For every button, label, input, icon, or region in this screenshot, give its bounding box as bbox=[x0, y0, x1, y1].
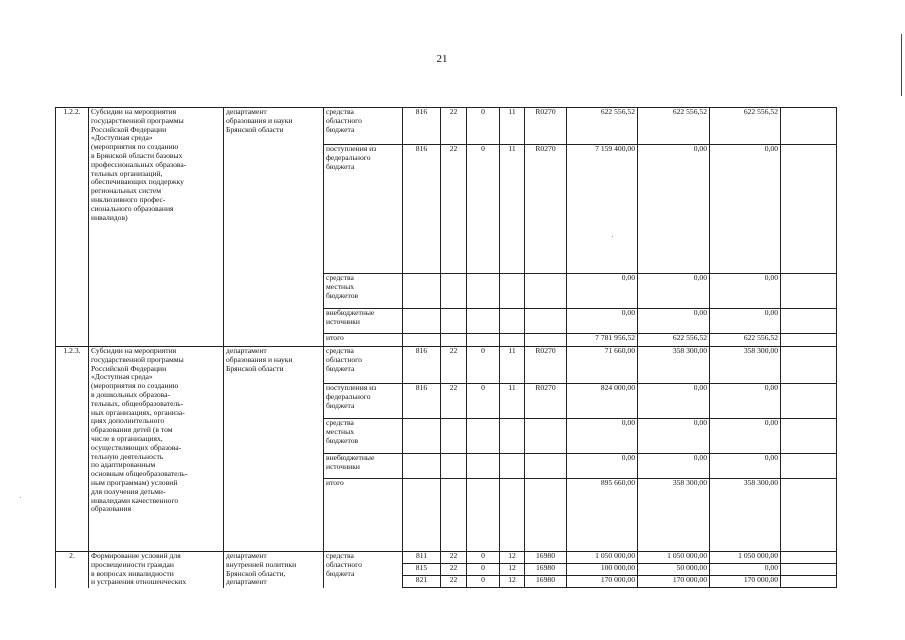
pr-cell: 0 bbox=[467, 552, 500, 564]
table-row bbox=[56, 552, 837, 564]
pr-cell bbox=[467, 309, 500, 334]
year2-amount: 358 300,00 bbox=[638, 479, 710, 552]
executor-line: департамент bbox=[226, 577, 267, 587]
year3-amount: 170 000,00 bbox=[710, 576, 781, 588]
pr-cell bbox=[467, 274, 500, 309]
pr-cell: 0 bbox=[467, 384, 500, 419]
pp-cell: 11 bbox=[500, 347, 525, 384]
funding-source-line: внебюджетные bbox=[326, 308, 375, 317]
empty-cell bbox=[781, 347, 837, 384]
year1-amount: 0,00 bbox=[567, 454, 638, 479]
activity-name-line: по адаптированным bbox=[91, 460, 156, 470]
grbs-cell bbox=[403, 309, 441, 334]
grbs-cell: 821 bbox=[403, 576, 441, 588]
executor bbox=[224, 108, 324, 347]
funding-source-line: поступления из bbox=[326, 383, 377, 392]
year2-amount: 1 050 000,00 bbox=[638, 552, 710, 564]
rz-cell: 22 bbox=[441, 384, 467, 419]
activity-name-line: государственной программы bbox=[91, 354, 184, 364]
funding-source-line: местных bbox=[326, 281, 355, 291]
activity-name-line: ных организациях, организа- bbox=[91, 407, 185, 417]
pr-cell: 0 bbox=[467, 145, 500, 274]
pr-cell bbox=[467, 479, 500, 552]
code-cell: R0270 bbox=[525, 145, 567, 274]
year3-amount: 0,00 bbox=[710, 145, 781, 274]
funding-source-line: бюджета bbox=[326, 363, 355, 373]
code-cell: R0270 bbox=[525, 384, 567, 419]
rz-cell bbox=[441, 479, 467, 552]
activity-name-line: государственной программы bbox=[91, 115, 184, 125]
pp-cell: 12 bbox=[500, 552, 525, 564]
activity-name-line: осуществляющих образова- bbox=[91, 442, 182, 452]
pp-cell: 11 bbox=[500, 384, 525, 419]
year1-amount: 1 050 000,00 bbox=[567, 552, 638, 564]
funding-source-line: итого bbox=[326, 333, 344, 342]
code-cell: 16980 bbox=[525, 576, 567, 588]
year2-amount: 0,00 bbox=[638, 384, 710, 419]
rz-cell: 22 bbox=[441, 108, 467, 145]
year1-amount: 0,00 bbox=[567, 419, 638, 454]
code-cell bbox=[525, 454, 567, 479]
funding-source bbox=[324, 479, 403, 552]
funding-source bbox=[324, 309, 403, 334]
rz-cell: 22 bbox=[441, 576, 467, 588]
year3-amount: 358 300,00 bbox=[710, 479, 781, 552]
code-cell bbox=[525, 334, 567, 347]
year3-amount: 0,00 bbox=[710, 274, 781, 309]
year3-amount: 0,00 bbox=[710, 564, 781, 576]
funding-source bbox=[324, 334, 403, 347]
funding-source-line: федерального bbox=[326, 391, 371, 401]
pr-cell bbox=[467, 419, 500, 454]
activity-name-line: основным общеобразователь- bbox=[91, 469, 188, 479]
pr-cell: 0 bbox=[467, 347, 500, 384]
rz-cell: 22 bbox=[441, 552, 467, 564]
empty-cell bbox=[781, 576, 837, 588]
grbs-cell: 811 bbox=[403, 552, 441, 564]
funding-source-line: источники bbox=[326, 316, 360, 326]
funding-source bbox=[324, 384, 403, 419]
rz-cell: 22 bbox=[441, 564, 467, 576]
funding-source bbox=[324, 274, 403, 309]
empty-cell bbox=[781, 334, 837, 347]
activity-name-line: инвалидов) bbox=[91, 212, 128, 222]
funding-source-line: областного bbox=[326, 115, 362, 125]
funding-source-line: средства bbox=[326, 273, 354, 282]
funding-source bbox=[324, 145, 403, 274]
code-cell: R0270 bbox=[525, 347, 567, 384]
code-cell bbox=[525, 274, 567, 309]
pp-cell: 12 bbox=[500, 576, 525, 588]
pp-cell bbox=[500, 309, 525, 334]
budget-table bbox=[55, 107, 837, 588]
empty-cell bbox=[781, 384, 837, 419]
pr-cell: 0 bbox=[467, 576, 500, 588]
executor-line: департамент bbox=[226, 551, 267, 560]
funding-source-line: бюджетов bbox=[326, 290, 359, 300]
activity-name-line: в Брянской области базовых bbox=[91, 150, 183, 160]
activity-name-line: тельных организаций, bbox=[91, 168, 163, 178]
activity-name-line: обеспечивающих поддержку bbox=[91, 177, 184, 187]
funding-source-line: бюджета bbox=[326, 400, 355, 410]
pp-cell bbox=[500, 334, 525, 347]
pp-cell: 11 bbox=[500, 145, 525, 274]
empty-cell bbox=[781, 108, 837, 145]
activity-name-line: Российской Федерации bbox=[91, 363, 167, 373]
activity-name-line: профессиональных образова- bbox=[91, 159, 187, 169]
table-body bbox=[56, 108, 837, 588]
code-cell bbox=[525, 479, 567, 552]
empty-cell bbox=[781, 274, 837, 309]
year3-amount: 0,00 bbox=[710, 454, 781, 479]
funding-source bbox=[324, 347, 403, 384]
activity-name-line: тельную деятельность bbox=[91, 451, 164, 461]
executor bbox=[224, 552, 324, 588]
empty-cell bbox=[781, 419, 837, 454]
activity-name-line: образования bbox=[91, 504, 132, 514]
activity-name-line: «Доступная среда» bbox=[91, 372, 153, 382]
year3-amount: 622 556,52 bbox=[710, 334, 781, 347]
year3-amount: 622 556,52 bbox=[710, 108, 781, 145]
funding-source-line: средства bbox=[326, 418, 354, 427]
pp-cell bbox=[500, 419, 525, 454]
funding-source-line: внебюджетные bbox=[326, 453, 375, 462]
grbs-cell: 815 bbox=[403, 564, 441, 576]
activity-name bbox=[89, 552, 224, 588]
activity-name-line: числе в организациях, bbox=[91, 433, 163, 443]
year2-amount: 50 000,00 bbox=[638, 564, 710, 576]
activity-name-line: (мероприятия по созданию bbox=[91, 142, 179, 152]
year1-amount: 0,00 bbox=[567, 274, 638, 309]
executor-line: Брянской области, bbox=[226, 568, 286, 578]
executor-line: образования и науки bbox=[226, 354, 293, 364]
activity-name-line: для получения детьми- bbox=[91, 486, 166, 496]
code-cell bbox=[525, 309, 567, 334]
pr-cell: 0 bbox=[467, 564, 500, 576]
funding-source bbox=[324, 552, 403, 588]
empty-cell bbox=[781, 479, 837, 552]
funding-source-line: средства bbox=[326, 346, 354, 355]
rz-cell bbox=[441, 334, 467, 347]
pp-cell bbox=[500, 479, 525, 552]
executor bbox=[224, 347, 324, 552]
executor-line: департамент bbox=[226, 107, 267, 116]
year1-amount: 622 556,52 bbox=[567, 108, 638, 145]
pr-cell bbox=[467, 454, 500, 479]
scan-edge-mark bbox=[901, 34, 902, 96]
pr-cell bbox=[467, 334, 500, 347]
item-number: 2. bbox=[56, 552, 89, 588]
item-number: 1.2.3. bbox=[56, 347, 89, 552]
funding-source bbox=[324, 454, 403, 479]
year1-amount: 895 660,00 bbox=[567, 479, 638, 552]
activity-name-line: в вопросах инвалидности bbox=[91, 568, 174, 578]
year3-amount: 0,00 bbox=[710, 419, 781, 454]
pp-cell: 11 bbox=[500, 108, 525, 145]
year2-amount: 0,00 bbox=[638, 454, 710, 479]
activity-name-line: просвещенности граждан bbox=[91, 559, 174, 569]
year1-amount: 100 000,00 bbox=[567, 564, 638, 576]
grbs-cell bbox=[403, 454, 441, 479]
year2-amount: 0,00 bbox=[638, 274, 710, 309]
executor-line: Брянской области bbox=[226, 363, 284, 373]
activity-name-line: «Доступная среда» bbox=[91, 133, 153, 143]
year1-amount: 824 000,00 bbox=[567, 384, 638, 419]
empty-cell bbox=[781, 145, 837, 274]
year3-amount: 358 300,00 bbox=[710, 347, 781, 384]
grbs-cell bbox=[403, 274, 441, 309]
executor-line: внутренней политики bbox=[226, 559, 297, 569]
funding-source-line: средства bbox=[326, 551, 354, 560]
funding-source-line: областного bbox=[326, 354, 362, 364]
activity-name-line: циях дополнительного bbox=[91, 416, 165, 426]
activity-name bbox=[89, 108, 224, 347]
grbs-cell: 816 bbox=[403, 384, 441, 419]
rz-cell bbox=[441, 274, 467, 309]
activity-name-line: инклюзивного профес- bbox=[91, 194, 166, 204]
page-number: 21 bbox=[436, 53, 448, 65]
executor-line: Брянской области bbox=[226, 124, 284, 134]
year2-amount: 0,00 bbox=[638, 309, 710, 334]
scan-dust bbox=[20, 497, 21, 498]
rz-cell: 22 bbox=[441, 347, 467, 384]
executor-line: департамент bbox=[226, 346, 267, 355]
executor-line: образования и науки bbox=[226, 115, 293, 125]
grbs-cell: 816 bbox=[403, 145, 441, 274]
year1-amount: 7 159 400,00 bbox=[567, 145, 638, 274]
activity-name-line: в дошкольных образова- bbox=[91, 389, 171, 399]
funding-source-line: бюджета bbox=[326, 124, 355, 134]
activity-name-line: сионального образования bbox=[91, 203, 174, 213]
empty-cell bbox=[781, 552, 837, 564]
year3-amount: 0,00 bbox=[710, 309, 781, 334]
funding-source-line: бюджета bbox=[326, 568, 355, 578]
funding-source bbox=[324, 419, 403, 454]
funding-source-line: средства bbox=[326, 107, 354, 116]
grbs-cell bbox=[403, 479, 441, 552]
year2-amount: 358 300,00 bbox=[638, 347, 710, 384]
activity-name-line: региональных систем bbox=[91, 186, 162, 196]
activity-name-line: инвалидами качественного bbox=[91, 495, 179, 505]
year2-amount: 0,00 bbox=[638, 145, 710, 274]
code-cell bbox=[525, 419, 567, 454]
grbs-cell: 816 bbox=[403, 108, 441, 145]
funding-source-line: итого bbox=[326, 478, 344, 487]
activity-name-line: Субсидии на мероприятия bbox=[91, 107, 177, 116]
grbs-cell: 816 bbox=[403, 347, 441, 384]
activity-name bbox=[89, 347, 224, 552]
activity-name-line: Российской Федерации bbox=[91, 124, 167, 134]
activity-name-line: Формирование условий для bbox=[91, 551, 181, 560]
year3-amount: 1 050 000,00 bbox=[710, 552, 781, 564]
year1-amount: 7 781 956,52 bbox=[567, 334, 638, 347]
code-cell: 16980 bbox=[525, 552, 567, 564]
table-row bbox=[56, 108, 837, 145]
rz-cell bbox=[441, 419, 467, 454]
funding-source-line: бюджета bbox=[326, 161, 355, 171]
funding-source-line: местных bbox=[326, 426, 355, 436]
rz-cell bbox=[441, 309, 467, 334]
pp-cell bbox=[500, 274, 525, 309]
year1-amount: 71 660,00 bbox=[567, 347, 638, 384]
activity-name-line: и устранения отношенческих bbox=[91, 577, 187, 587]
rz-cell: 22 bbox=[441, 145, 467, 274]
year2-amount: 170 000,00 bbox=[638, 576, 710, 588]
activity-name-line: тельных, общеобразователь- bbox=[91, 398, 184, 408]
code-cell: R0270 bbox=[525, 108, 567, 145]
activity-name-line: Субсидии на мероприятия bbox=[91, 346, 177, 355]
empty-cell bbox=[781, 564, 837, 576]
item-number: 1.2.2. bbox=[56, 108, 89, 347]
funding-source-line: бюджетов bbox=[326, 435, 359, 445]
pp-cell: 12 bbox=[500, 564, 525, 576]
year1-amount: 170 000,00 bbox=[567, 576, 638, 588]
table-row bbox=[56, 347, 837, 384]
year2-amount: 0,00 bbox=[638, 419, 710, 454]
pr-cell: 0 bbox=[467, 108, 500, 145]
year2-amount: 622 556,52 bbox=[638, 334, 710, 347]
grbs-cell bbox=[403, 334, 441, 347]
funding-source-line: поступления из bbox=[326, 144, 377, 153]
year1-amount: 0,00 bbox=[567, 309, 638, 334]
funding-source-line: источники bbox=[326, 461, 360, 471]
funding-source bbox=[324, 108, 403, 145]
code-cell: 16980 bbox=[525, 564, 567, 576]
activity-name-line: (мероприятия по созданию bbox=[91, 381, 179, 391]
pp-cell bbox=[500, 454, 525, 479]
funding-source-line: федерального bbox=[326, 152, 371, 162]
activity-name-line: образования детей (в том bbox=[91, 425, 173, 435]
empty-cell bbox=[781, 454, 837, 479]
year3-amount: 0,00 bbox=[710, 384, 781, 419]
activity-name-line: ным программам) условий bbox=[91, 477, 178, 487]
grbs-cell bbox=[403, 419, 441, 454]
year2-amount: 622 556,52 bbox=[638, 108, 710, 145]
rz-cell bbox=[441, 454, 467, 479]
funding-source-line: областного bbox=[326, 559, 362, 569]
empty-cell bbox=[781, 309, 837, 334]
